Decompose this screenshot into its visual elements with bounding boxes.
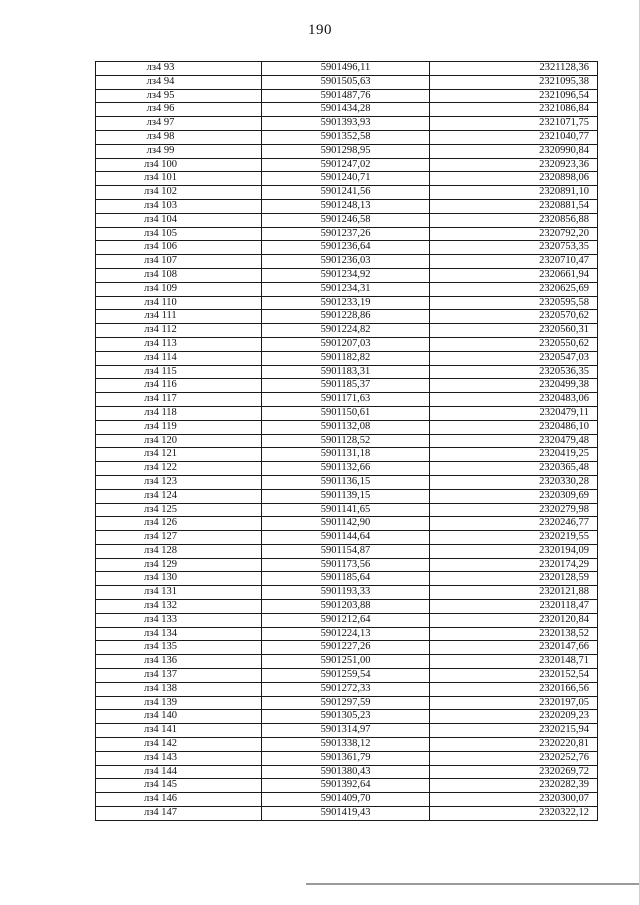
table-row: [96, 600, 598, 614]
table-row: [96, 517, 598, 531]
table-row: [96, 572, 598, 586]
point-name-cell: лз4 139: [96, 696, 262, 710]
y-coordinate-cell: 2320661,94: [430, 268, 598, 282]
x-coordinate-cell: 5901496,11: [262, 62, 430, 76]
point-name-cell: лз4 123: [96, 475, 262, 489]
y-coordinate-cell: 2320309,69: [430, 489, 598, 503]
point-name-cell: лз4 125: [96, 503, 262, 517]
table-row: [96, 696, 598, 710]
point-name-cell: лз4 104: [96, 213, 262, 227]
y-coordinate-cell: 2320547,03: [430, 351, 598, 365]
y-coordinate-cell: 2320990,84: [430, 144, 598, 158]
x-coordinate-cell: 5901203,88: [262, 600, 430, 614]
table-row: [96, 613, 598, 627]
y-coordinate-cell: 2320753,35: [430, 241, 598, 255]
point-name-cell: лз4 143: [96, 751, 262, 765]
table-row: [96, 586, 598, 600]
table-row: [96, 103, 598, 117]
point-name-cell: лз4 145: [96, 779, 262, 793]
table-row: [96, 489, 598, 503]
y-coordinate-cell: 2320269,72: [430, 765, 598, 779]
x-coordinate-cell: 5901185,64: [262, 572, 430, 586]
x-coordinate-cell: 5901272,33: [262, 682, 430, 696]
point-name-cell: лз4 137: [96, 669, 262, 683]
y-coordinate-cell: 2320595,58: [430, 296, 598, 310]
table-row: [96, 641, 598, 655]
y-coordinate-cell: 2320419,25: [430, 448, 598, 462]
x-coordinate-cell: 5901150,61: [262, 406, 430, 420]
y-coordinate-cell: 2320898,06: [430, 172, 598, 186]
point-name-cell: лз4 101: [96, 172, 262, 186]
table-row: [96, 807, 598, 821]
point-name-cell: лз4 135: [96, 641, 262, 655]
y-coordinate-cell: 2320570,62: [430, 310, 598, 324]
table-row: [96, 130, 598, 144]
x-coordinate-cell: 5901247,02: [262, 158, 430, 172]
x-coordinate-cell: 5901409,70: [262, 793, 430, 807]
table-row: [96, 213, 598, 227]
table-row: [96, 531, 598, 545]
point-name-cell: лз4 94: [96, 75, 262, 89]
y-coordinate-cell: 2320147,66: [430, 641, 598, 655]
coordinates-table-body: [96, 62, 598, 821]
point-name-cell: лз4 114: [96, 351, 262, 365]
coordinates-table: [95, 61, 598, 821]
table-row: [96, 324, 598, 338]
table-row: [96, 337, 598, 351]
point-name-cell: лз4 117: [96, 393, 262, 407]
coordinates-table-container: [95, 61, 597, 821]
point-name-cell: лз4 116: [96, 379, 262, 393]
x-coordinate-cell: 5901361,79: [262, 751, 430, 765]
table-row: [96, 75, 598, 89]
y-coordinate-cell: 2320300,07: [430, 793, 598, 807]
point-name-cell: лз4 142: [96, 738, 262, 752]
x-coordinate-cell: 5901248,13: [262, 199, 430, 213]
x-coordinate-cell: 5901234,92: [262, 268, 430, 282]
point-name-cell: лз4 105: [96, 227, 262, 241]
point-name-cell: лз4 127: [96, 531, 262, 545]
x-coordinate-cell: 5901297,59: [262, 696, 430, 710]
table-row: [96, 296, 598, 310]
point-name-cell: лз4 115: [96, 365, 262, 379]
y-coordinate-cell: 2320710,47: [430, 255, 598, 269]
y-coordinate-cell: 2320128,59: [430, 572, 598, 586]
point-name-cell: лз4 99: [96, 144, 262, 158]
point-name-cell: лз4 118: [96, 406, 262, 420]
table-row: [96, 682, 598, 696]
x-coordinate-cell: 5901236,03: [262, 255, 430, 269]
x-coordinate-cell: 5901305,23: [262, 710, 430, 724]
y-coordinate-cell: 2320148,71: [430, 655, 598, 669]
y-coordinate-cell: 2320246,77: [430, 517, 598, 531]
point-name-cell: лз4 124: [96, 489, 262, 503]
y-coordinate-cell: 2321040,77: [430, 130, 598, 144]
table-row: [96, 475, 598, 489]
table-row: [96, 793, 598, 807]
y-coordinate-cell: 2320152,54: [430, 669, 598, 683]
point-name-cell: лз4 121: [96, 448, 262, 462]
x-coordinate-cell: 5901505,63: [262, 75, 430, 89]
point-name-cell: лз4 147: [96, 807, 262, 821]
y-coordinate-cell: 2320118,47: [430, 600, 598, 614]
point-name-cell: лз4 120: [96, 434, 262, 448]
table-row: [96, 268, 598, 282]
y-coordinate-cell: 2320219,55: [430, 531, 598, 545]
point-name-cell: лз4 111: [96, 310, 262, 324]
x-coordinate-cell: 5901380,43: [262, 765, 430, 779]
x-coordinate-cell: 5901233,19: [262, 296, 430, 310]
x-coordinate-cell: 5901228,86: [262, 310, 430, 324]
x-coordinate-cell: 5901434,28: [262, 103, 430, 117]
x-coordinate-cell: 5901224,13: [262, 627, 430, 641]
table-row: [96, 558, 598, 572]
y-coordinate-cell: 2320215,94: [430, 724, 598, 738]
y-coordinate-cell: 2320121,88: [430, 586, 598, 600]
x-coordinate-cell: 5901131,18: [262, 448, 430, 462]
point-name-cell: лз4 146: [96, 793, 262, 807]
y-coordinate-cell: 2320330,28: [430, 475, 598, 489]
point-name-cell: лз4 100: [96, 158, 262, 172]
point-name-cell: лз4 134: [96, 627, 262, 641]
y-coordinate-cell: 2321095,38: [430, 75, 598, 89]
table-row: [96, 751, 598, 765]
x-coordinate-cell: 5901251,00: [262, 655, 430, 669]
x-coordinate-cell: 5901132,66: [262, 462, 430, 476]
x-coordinate-cell: 5901154,87: [262, 544, 430, 558]
point-name-cell: лз4 110: [96, 296, 262, 310]
y-coordinate-cell: 2320279,98: [430, 503, 598, 517]
x-coordinate-cell: 5901207,03: [262, 337, 430, 351]
table-row: [96, 365, 598, 379]
point-name-cell: лз4 136: [96, 655, 262, 669]
point-name-cell: лз4 122: [96, 462, 262, 476]
y-coordinate-cell: 2320322,12: [430, 807, 598, 821]
x-coordinate-cell: 5901132,08: [262, 420, 430, 434]
table-row: [96, 779, 598, 793]
table-row: [96, 186, 598, 200]
table-row: [96, 544, 598, 558]
point-name-cell: лз4 113: [96, 337, 262, 351]
x-coordinate-cell: 5901183,31: [262, 365, 430, 379]
y-coordinate-cell: 2320560,31: [430, 324, 598, 338]
point-name-cell: лз4 144: [96, 765, 262, 779]
x-coordinate-cell: 5901182,82: [262, 351, 430, 365]
point-name-cell: лз4 95: [96, 89, 262, 103]
point-name-cell: лз4 119: [96, 420, 262, 434]
point-name-cell: лз4 130: [96, 572, 262, 586]
x-coordinate-cell: 5901393,93: [262, 117, 430, 131]
y-coordinate-cell: 2320138,52: [430, 627, 598, 641]
x-coordinate-cell: 5901185,37: [262, 379, 430, 393]
y-coordinate-cell: 2320197,05: [430, 696, 598, 710]
y-coordinate-cell: 2320174,29: [430, 558, 598, 572]
y-coordinate-cell: 2320923,36: [430, 158, 598, 172]
point-name-cell: лз4 128: [96, 544, 262, 558]
point-name-cell: лз4 126: [96, 517, 262, 531]
point-name-cell: лз4 141: [96, 724, 262, 738]
y-coordinate-cell: 2320194,09: [430, 544, 598, 558]
table-row: [96, 627, 598, 641]
y-coordinate-cell: 2320499,38: [430, 379, 598, 393]
point-name-cell: лз4 108: [96, 268, 262, 282]
y-coordinate-cell: 2320483,06: [430, 393, 598, 407]
y-coordinate-cell: 2320120,84: [430, 613, 598, 627]
x-coordinate-cell: 5901224,82: [262, 324, 430, 338]
table-row: [96, 669, 598, 683]
x-coordinate-cell: 5901236,64: [262, 241, 430, 255]
x-coordinate-cell: 5901171,63: [262, 393, 430, 407]
y-coordinate-cell: 2320166,56: [430, 682, 598, 696]
table-row: [96, 227, 598, 241]
point-name-cell: лз4 109: [96, 282, 262, 296]
point-name-cell: лз4 98: [96, 130, 262, 144]
y-coordinate-cell: 2320550,62: [430, 337, 598, 351]
table-row: [96, 448, 598, 462]
point-name-cell: лз4 129: [96, 558, 262, 572]
table-row: [96, 738, 598, 752]
table-row: [96, 710, 598, 724]
table-row: [96, 255, 598, 269]
y-coordinate-cell: 2320792,20: [430, 227, 598, 241]
x-coordinate-cell: 5901338,12: [262, 738, 430, 752]
y-coordinate-cell: 2320891,10: [430, 186, 598, 200]
point-name-cell: лз4 112: [96, 324, 262, 338]
x-coordinate-cell: 5901136,15: [262, 475, 430, 489]
y-coordinate-cell: 2321096,54: [430, 89, 598, 103]
y-coordinate-cell: 2321128,36: [430, 62, 598, 76]
y-coordinate-cell: 2320881,54: [430, 199, 598, 213]
x-coordinate-cell: 5901227,26: [262, 641, 430, 655]
table-row: [96, 765, 598, 779]
table-row: [96, 241, 598, 255]
point-name-cell: лз4 106: [96, 241, 262, 255]
point-name-cell: лз4 133: [96, 613, 262, 627]
table-row: [96, 310, 598, 324]
x-coordinate-cell: 5901139,15: [262, 489, 430, 503]
x-coordinate-cell: 5901259,54: [262, 669, 430, 683]
x-coordinate-cell: 5901144,64: [262, 531, 430, 545]
table-row: [96, 199, 598, 213]
point-name-cell: лз4 131: [96, 586, 262, 600]
x-coordinate-cell: 5901241,56: [262, 186, 430, 200]
y-coordinate-cell: 2320479,11: [430, 406, 598, 420]
point-name-cell: лз4 107: [96, 255, 262, 269]
x-coordinate-cell: 5901212,64: [262, 613, 430, 627]
y-coordinate-cell: 2320856,88: [430, 213, 598, 227]
y-coordinate-cell: 2320625,69: [430, 282, 598, 296]
y-coordinate-cell: 2321071,75: [430, 117, 598, 131]
x-coordinate-cell: 5901246,58: [262, 213, 430, 227]
point-name-cell: лз4 96: [96, 103, 262, 117]
table-row: [96, 144, 598, 158]
y-coordinate-cell: 2320252,76: [430, 751, 598, 765]
bottom-scan-rule: [306, 883, 640, 885]
x-coordinate-cell: 5901142,90: [262, 517, 430, 531]
table-row: [96, 89, 598, 103]
table-row: [96, 462, 598, 476]
table-row: [96, 158, 598, 172]
point-name-cell: лз4 138: [96, 682, 262, 696]
page-number: 190: [308, 22, 332, 38]
table-row: [96, 434, 598, 448]
y-coordinate-cell: 2320220,81: [430, 738, 598, 752]
point-name-cell: лз4 102: [96, 186, 262, 200]
x-coordinate-cell: 5901392,64: [262, 779, 430, 793]
table-row: [96, 724, 598, 738]
y-coordinate-cell: 2320209,23: [430, 710, 598, 724]
x-coordinate-cell: 5901141,65: [262, 503, 430, 517]
y-coordinate-cell: 2320486,10: [430, 420, 598, 434]
y-coordinate-cell: 2320365,48: [430, 462, 598, 476]
table-row: [96, 393, 598, 407]
point-name-cell: лз4 132: [96, 600, 262, 614]
table-row: [96, 282, 598, 296]
table-row: [96, 655, 598, 669]
x-coordinate-cell: 5901352,58: [262, 130, 430, 144]
point-name-cell: лз4 103: [96, 199, 262, 213]
table-row: [96, 379, 598, 393]
table-row: [96, 406, 598, 420]
table-row: [96, 503, 598, 517]
x-coordinate-cell: 5901240,71: [262, 172, 430, 186]
y-coordinate-cell: 2320479,48: [430, 434, 598, 448]
table-row: [96, 172, 598, 186]
x-coordinate-cell: 5901419,43: [262, 807, 430, 821]
x-coordinate-cell: 5901237,26: [262, 227, 430, 241]
table-row: [96, 62, 598, 76]
point-name-cell: лз4 97: [96, 117, 262, 131]
x-coordinate-cell: 5901193,33: [262, 586, 430, 600]
x-coordinate-cell: 5901234,31: [262, 282, 430, 296]
x-coordinate-cell: 5901487,76: [262, 89, 430, 103]
table-row: [96, 420, 598, 434]
y-coordinate-cell: 2321086,84: [430, 103, 598, 117]
point-name-cell: лз4 93: [96, 62, 262, 76]
x-coordinate-cell: 5901314,97: [262, 724, 430, 738]
x-coordinate-cell: 5901173,56: [262, 558, 430, 572]
y-coordinate-cell: 2320282,39: [430, 779, 598, 793]
y-coordinate-cell: 2320536,35: [430, 365, 598, 379]
x-coordinate-cell: 5901298,95: [262, 144, 430, 158]
table-row: [96, 117, 598, 131]
point-name-cell: лз4 140: [96, 710, 262, 724]
x-coordinate-cell: 5901128,52: [262, 434, 430, 448]
table-row: [96, 351, 598, 365]
